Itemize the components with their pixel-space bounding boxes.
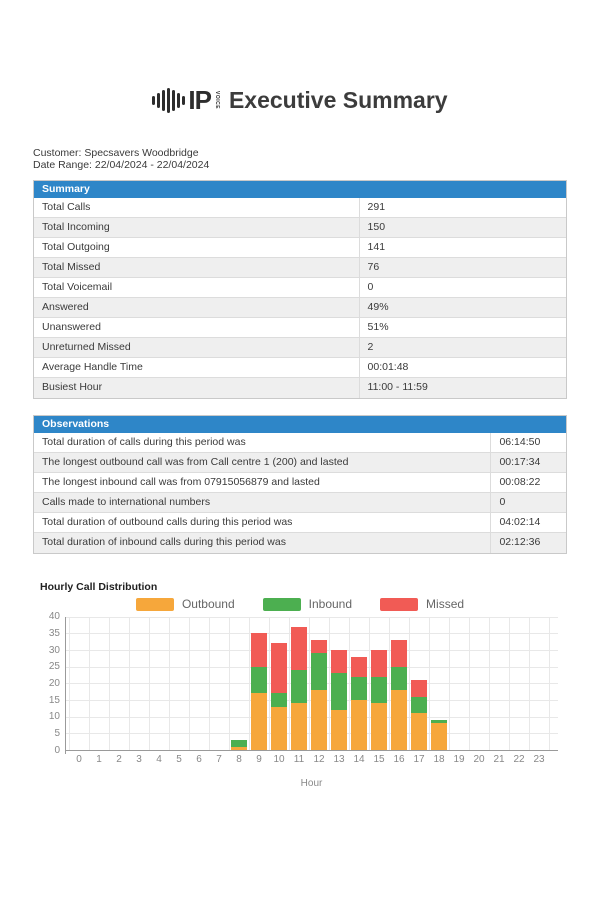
x-axis-tick-label: 8: [236, 754, 242, 765]
table-row: [34, 533, 566, 553]
gridline-x: [429, 617, 430, 750]
y-axis-tick-label: 10: [48, 711, 60, 723]
gridline-x: [189, 617, 190, 750]
y-axis-tick-label: 40: [48, 611, 60, 623]
gridline-x: [409, 617, 410, 750]
table-row: [34, 318, 566, 338]
legend-item-inbound: [263, 597, 352, 611]
row-value: 49%: [359, 298, 566, 317]
observations-table: [33, 415, 567, 554]
gridline-x: [489, 617, 490, 750]
row-label: Total Calls: [42, 201, 91, 213]
row-label: Total duration of calls during this period was: [42, 436, 246, 448]
y-axis-tick-label: 15: [48, 694, 60, 706]
x-axis-tick-label: 17: [413, 754, 425, 765]
bar-segment-missed-hour-17: [411, 680, 427, 697]
ipvoice-logo: [152, 85, 220, 116]
table-row: [34, 218, 566, 238]
x-axis-tick-label: 6: [196, 754, 202, 765]
chart-legend: [0, 597, 600, 611]
logo-voice-text: VOICE: [213, 91, 220, 110]
x-axis-tick-label: 14: [353, 754, 365, 765]
summary-table-body: [34, 198, 566, 398]
table-row: [34, 513, 566, 533]
table-row: [34, 358, 566, 378]
row-label: Total duration of inbound calls during this period was: [42, 536, 286, 548]
bar-segment-inbound-hour-11: [291, 670, 307, 703]
x-axis-tick-label: 12: [313, 754, 325, 765]
row-label: Busiest Hour: [42, 381, 103, 393]
legend-label: Inbound: [308, 597, 353, 611]
x-axis-tick-label: 1: [96, 754, 102, 765]
legend-swatch-icon: [380, 598, 418, 611]
legend-item-outbound: [136, 597, 235, 611]
table-row: [34, 278, 566, 298]
row-value: 11:00 - 11:59: [359, 378, 566, 398]
gridline-x: [69, 617, 70, 750]
x-axis-tick-label: 18: [433, 754, 445, 765]
bar-segment-missed-hour-13: [331, 650, 347, 673]
row-label: Calls made to international numbers: [42, 496, 211, 508]
audio-waveform-icon: [152, 87, 185, 113]
x-axis-tick-label: 11: [293, 754, 305, 765]
x-axis-tick-label: 9: [256, 754, 262, 765]
bar-segment-outbound-hour-8: [231, 747, 247, 750]
table-row: [34, 453, 566, 473]
legend-item-missed: [380, 597, 464, 611]
bar-segment-outbound-hour-17: [411, 713, 427, 750]
gridline-x: [289, 617, 290, 750]
row-label: Unanswered: [42, 321, 101, 333]
legend-swatch-icon: [263, 598, 301, 611]
customer-line: Customer: Specsavers Woodbridge: [33, 147, 199, 159]
table-row: [34, 238, 566, 258]
bar-segment-inbound-hour-13: [331, 673, 347, 710]
logo-ip-text: IP: [188, 84, 211, 115]
row-label: The longest outbound call was from Call centre 1 (200) and lasted: [42, 456, 349, 468]
gridline-x: [109, 617, 110, 750]
gridline-x: [469, 617, 470, 750]
y-axis-tick-label: 0: [54, 744, 60, 756]
summary-table-header: Summary: [34, 181, 566, 198]
row-label: The longest inbound call was from 07915056879 and lasted: [42, 476, 320, 488]
bar-segment-inbound-hour-9: [251, 667, 267, 694]
row-value: 0: [490, 493, 566, 512]
table-row: [34, 298, 566, 318]
row-value: 2: [359, 338, 566, 357]
x-axis-tick-label: 3: [136, 754, 142, 765]
y-axis-line: [65, 617, 66, 754]
y-axis-tick-label: 20: [48, 677, 60, 689]
bar-segment-missed-hour-16: [391, 640, 407, 667]
bar-segment-outbound-hour-18: [431, 723, 447, 750]
row-value: 141: [359, 238, 566, 257]
y-axis-tick-label: 5: [54, 727, 60, 739]
bar-segment-inbound-hour-15: [371, 677, 387, 704]
x-axis-tick-label: 0: [76, 754, 82, 765]
bar-segment-inbound-hour-14: [351, 677, 367, 700]
row-label: Answered: [42, 301, 89, 313]
row-label: Total duration of outbound calls during this period was: [42, 516, 293, 528]
x-axis-tick-label: 23: [533, 754, 545, 765]
bar-segment-outbound-hour-16: [391, 690, 407, 750]
row-value: 76: [359, 258, 566, 277]
row-value: 00:17:34: [490, 453, 566, 472]
gridline-x: [529, 617, 530, 750]
gridline-x: [329, 617, 330, 750]
row-value: 02:12:36: [490, 533, 566, 553]
gridline-x: [149, 617, 150, 750]
x-axis-tick-label: 21: [493, 754, 505, 765]
gridline-x: [129, 617, 130, 750]
row-value: 00:08:22: [490, 473, 566, 492]
bar-segment-outbound-hour-15: [371, 703, 387, 750]
bar-segment-outbound-hour-9: [251, 693, 267, 750]
table-row: [34, 378, 566, 398]
gridline-x: [169, 617, 170, 750]
summary-table: [33, 180, 567, 399]
gridline-x: [209, 617, 210, 750]
x-axis-tick-label: 10: [273, 754, 285, 765]
table-row: [34, 433, 566, 453]
observations-table-header: Observations: [34, 416, 566, 433]
gridline-y: [65, 617, 558, 618]
table-row: [34, 473, 566, 493]
legend-label: Outbound: [181, 597, 235, 611]
gridline-x: [389, 617, 390, 750]
y-axis-tick-label: 30: [48, 644, 60, 656]
row-label: Unreturned Missed: [42, 341, 131, 353]
gridline-x: [89, 617, 90, 750]
y-axis-tick-label: 25: [48, 661, 60, 673]
report-header: [0, 86, 600, 114]
row-value: 291: [359, 198, 566, 217]
legend-swatch-icon: [136, 598, 174, 611]
x-axis-tick-label: 20: [473, 754, 485, 765]
bar-segment-inbound-hour-16: [391, 667, 407, 690]
legend-label: Missed: [426, 597, 465, 611]
x-axis-tick-label: 22: [513, 754, 525, 765]
bar-segment-outbound-hour-11: [291, 703, 307, 750]
row-label: Average Handle Time: [42, 361, 143, 373]
row-label: Total Outgoing: [42, 241, 110, 253]
x-axis-tick-label: 2: [116, 754, 122, 765]
x-axis-tick-label: 15: [373, 754, 385, 765]
row-value: 0: [359, 278, 566, 297]
row-value: 150: [359, 218, 566, 237]
bar-segment-missed-hour-12: [311, 640, 327, 653]
date-range-line: Date Range: 22/04/2024 - 22/04/2024: [33, 159, 210, 171]
x-axis-tick-label: 16: [393, 754, 405, 765]
row-value: 06:14:50: [490, 433, 566, 452]
hourly-call-distribution-chart: [0, 575, 600, 810]
x-axis-tick-label: 7: [216, 754, 222, 765]
bar-segment-outbound-hour-14: [351, 700, 367, 750]
row-value: 51%: [359, 318, 566, 337]
gridline-x: [369, 617, 370, 750]
table-row: [34, 493, 566, 513]
customer-block: [33, 147, 567, 171]
row-label: Total Incoming: [42, 221, 110, 233]
gridline-x: [549, 617, 550, 750]
row-label: Total Missed: [42, 261, 101, 273]
x-axis-tick-label: 19: [453, 754, 465, 765]
gridline-x: [349, 617, 350, 750]
bar-segment-missed-hour-9: [251, 633, 267, 666]
bar-segment-inbound-hour-17: [411, 697, 427, 714]
y-axis-tick-label: 35: [48, 627, 60, 639]
row-value: 00:01:48: [359, 358, 566, 377]
bar-segment-outbound-hour-13: [331, 710, 347, 750]
bar-segment-inbound-hour-10: [271, 693, 287, 706]
bar-segment-missed-hour-11: [291, 627, 307, 670]
x-axis-tick-label: 13: [333, 754, 345, 765]
gridline-x: [269, 617, 270, 750]
gridline-x: [509, 617, 510, 750]
x-axis-tick-label: 5: [176, 754, 182, 765]
observations-table-body: [34, 433, 566, 553]
table-row: [34, 198, 566, 218]
page-title: Executive Summary: [228, 86, 448, 113]
row-label: Total Voicemail: [42, 281, 113, 293]
table-row: [34, 338, 566, 358]
bar-segment-inbound-hour-12: [311, 653, 327, 690]
bar-segment-outbound-hour-12: [311, 690, 327, 750]
gridline-x: [309, 617, 310, 750]
bar-segment-inbound-hour-18: [431, 720, 447, 723]
chart-title: Hourly Call Distribution: [40, 581, 158, 593]
table-row: [34, 258, 566, 278]
bar-segment-missed-hour-14: [351, 657, 367, 677]
x-axis-title: Hour: [300, 778, 323, 789]
x-axis-line: [65, 750, 558, 751]
gridline-y: [65, 633, 558, 634]
bar-segment-inbound-hour-8: [231, 740, 247, 747]
row-value: 04:02:14: [490, 513, 566, 532]
bar-segment-outbound-hour-10: [271, 707, 287, 750]
bar-segment-missed-hour-10: [271, 643, 287, 693]
gridline-x: [229, 617, 230, 750]
gridline-x: [449, 617, 450, 750]
bar-segment-missed-hour-15: [371, 650, 387, 677]
x-axis-tick-label: 4: [156, 754, 162, 765]
gridline-x: [249, 617, 250, 750]
